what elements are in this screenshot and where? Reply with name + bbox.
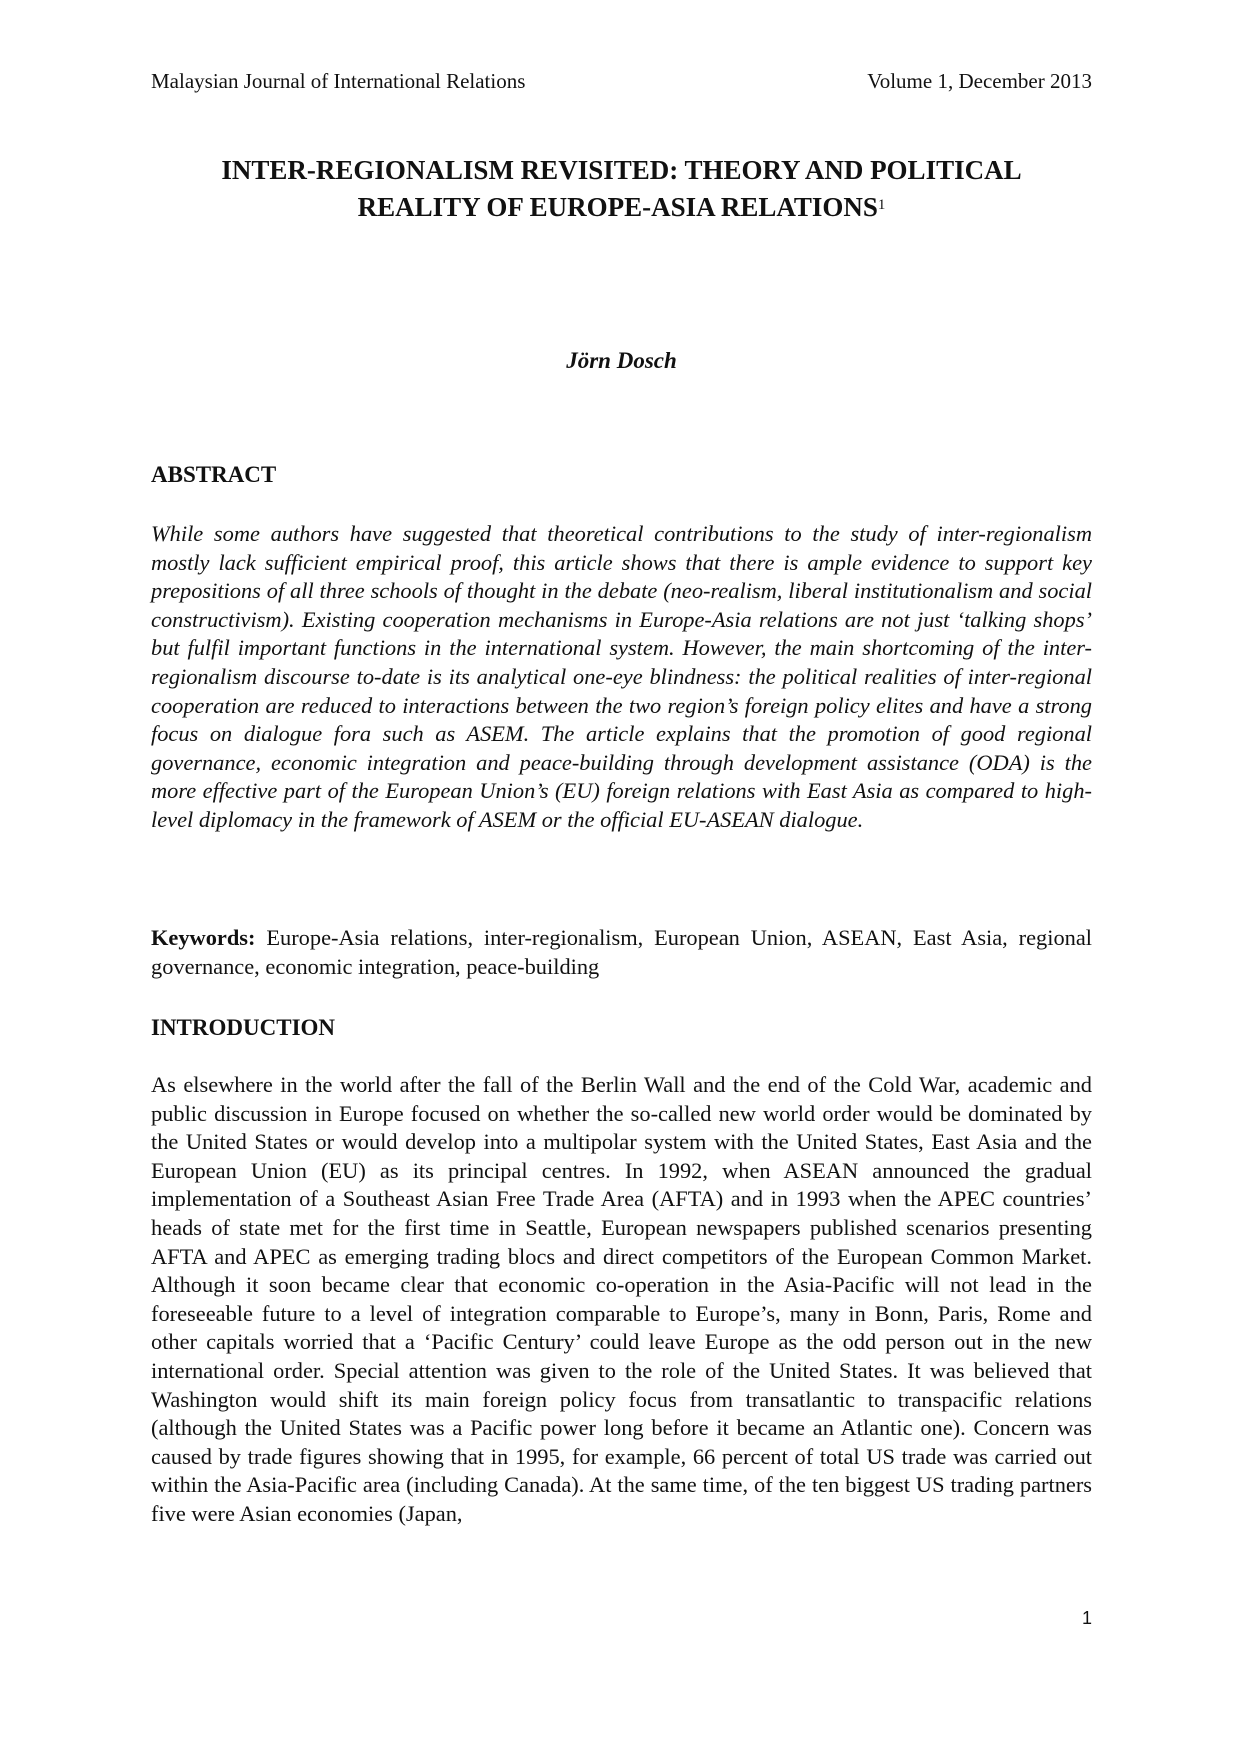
- running-header: [151, 68, 1092, 94]
- volume-info: Volume 1, December 2013: [867, 69, 1092, 93]
- article-title: [151, 152, 1092, 226]
- footnote-mark[interactable]: 1: [877, 197, 886, 213]
- abstract-text: While some authors have suggested that theoretical contributions to the study of inter-regionalism mostly lack sufficient empirical proof, this article shows that there is ample evidence to support key prepositions of all three schools of thought in the debate (neo-realism, liberal institutionalism and social constructivism). Existing cooperation mechanisms in Europe-Asia relations are not just ‘talking shops’ but fulfil important functions in the international system. However, the main shortcoming of the inter-regionalism discourse to-date is its analytical one-eye blindness: the political realities of inter-regional cooperation are reduced to interactions between the two region’s foreign policy elites and have a strong focus on dialogue fora such as ASEM. The article explains that the promotion of good regional governance, economic integration and peace-building through development assistance (ODA) is the more effective part of the European Union’s (EU) foreign relations with East Asia as compared to high-level diplomacy in the framework of ASEM or the official EU-ASEAN dialogue.: [151, 521, 1092, 832]
- title-line-2-text: REALITY OF EUROPE-ASIA RELATIONS: [357, 192, 878, 222]
- title-line-2: [151, 189, 1092, 226]
- keywords-label: Keywords:: [151, 925, 256, 950]
- abstract-heading: ABSTRACT: [151, 462, 277, 487]
- introduction-heading: INTRODUCTION: [151, 1015, 336, 1040]
- keywords-text: Europe-Asia relations, inter-regionalism, European Union, ASEAN, East Asia, regional governance, economic integration, peace-building: [151, 925, 1092, 979]
- author-name: Jörn Dosch: [566, 348, 677, 373]
- page-number: 1: [1081, 1608, 1092, 1628]
- journal-name: Malaysian Journal of International Relations: [151, 69, 526, 93]
- introduction-text: As elsewhere in the world after the fall of the Berlin Wall and the end of the Cold War, academic and public discussion in Europe focused on whether the so-called new world order would be dominated by the United States or would develop into a multipolar system with the United States, East Asia and the European Union (EU) as its principal centres. In 1992, when ASEAN announced the gradual implementation of a Southeast Asian Free Trade Area (AFTA) and in 1993 when the APEC countries’ heads of state met for the first time in Seattle, European newspapers published scenarios presenting AFTA and APEC as emerging trading blocs and direct competitors of the European Common Market. Although it soon became clear that economic co-operation in the Asia-Pacific will not lead in the foreseeable future to a level of integration comparable to Europe’s, many in Bonn, Paris, Rome and other capitals worried that a ‘Pacific Century’ could leave Europe as the odd person out in the new international order. Special attention was given to the role of the United States. It was believed that Washington would shift its main foreign policy focus from transatlantic to transpacific relations (although the United States was a Pacific power long before it became an Atlantic one). Concern was caused by trade figures showing that in 1995, for example, 66 percent of total US trade was carried out within the Asia-Pacific area (including Canada). At the same time, of the ten biggest US trading partners five were Asian economies (Japan,: [151, 1072, 1092, 1526]
- keywords: [151, 924, 1092, 981]
- title-line-1: INTER-REGIONALISM REVISITED: THEORY AND POLITICAL: [221, 155, 1022, 185]
